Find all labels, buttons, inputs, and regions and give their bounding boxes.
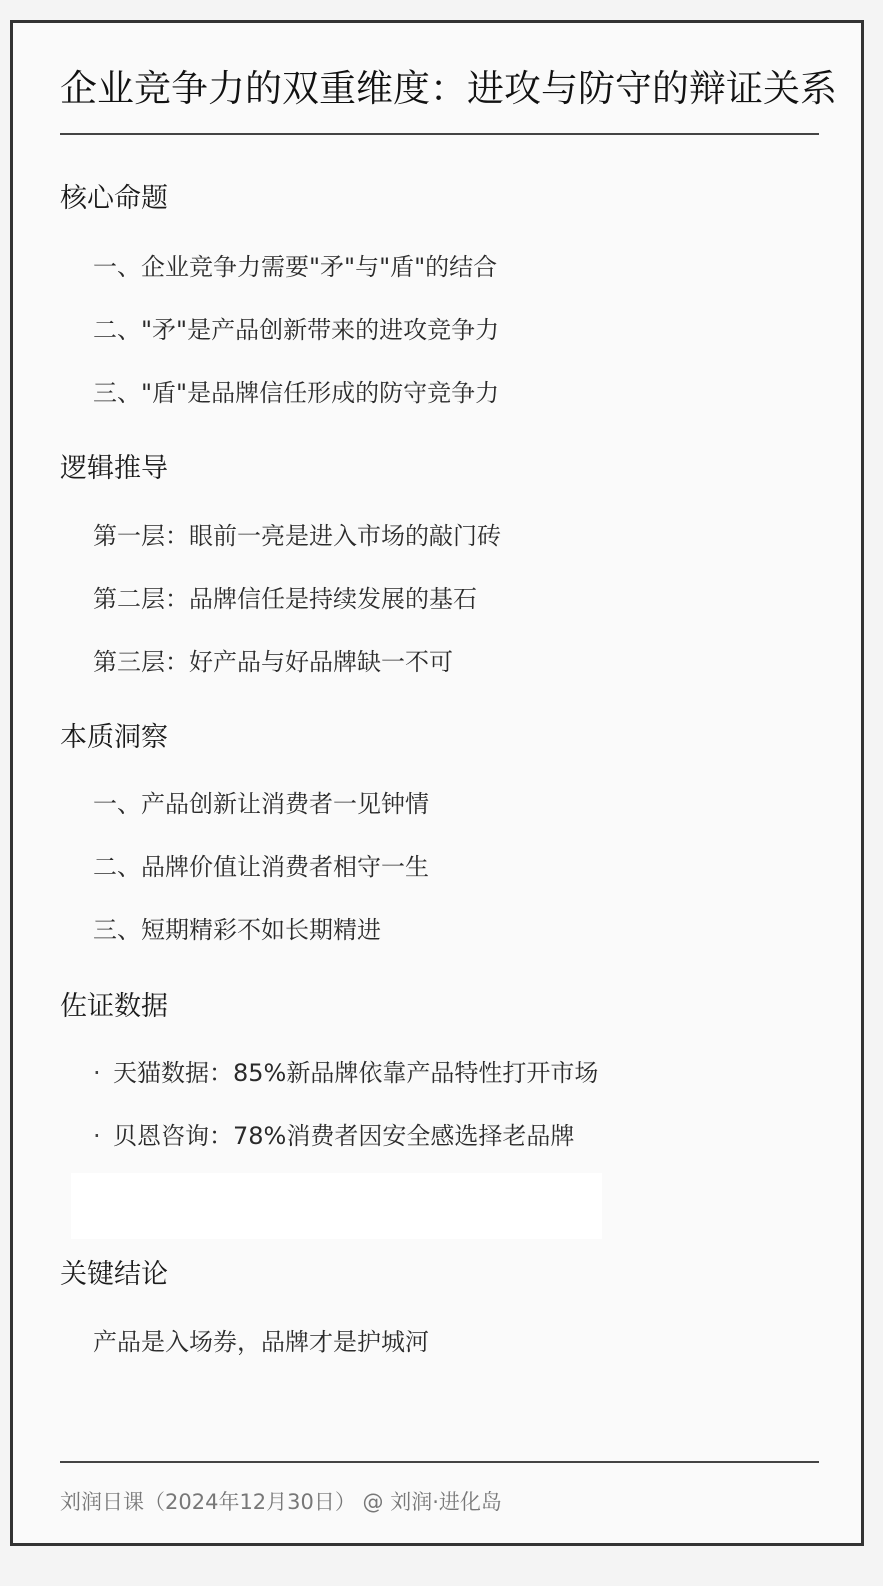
list-item: 三、短期精彩不如长期精进: [93, 916, 381, 944]
list-item: 产品是入场券，品牌才是护城河: [93, 1328, 429, 1356]
footer-divider: [60, 1461, 819, 1463]
list-item: [93, 1056, 598, 1090]
list-item: 二、品牌价值让消费者相守一生: [93, 853, 429, 881]
list-item: [93, 1119, 574, 1153]
list-item: 二、"矛"是产品创新带来的进攻竞争力: [93, 316, 500, 344]
list-item: 第二层：品牌信任是持续发展的基石: [93, 585, 477, 613]
section-heading-evidence: 佐证数据: [60, 991, 168, 1022]
list-item: 三、"盾"是品牌信任形成的防守竞争力: [93, 379, 500, 407]
section-heading-core-proposition: 核心命题: [60, 183, 168, 214]
bullet-dot: ·: [93, 1122, 101, 1150]
list-item: 第三层：好产品与好品牌缺一不可: [93, 648, 453, 676]
section-heading-insight: 本质洞察: [60, 722, 168, 753]
list-item: 一、企业竞争力需要"矛"与"盾"的结合: [93, 253, 498, 281]
list-item-text: 天猫数据：85%新品牌依靠产品特性打开市场: [113, 1059, 599, 1087]
section-heading-logic: 逻辑推导: [60, 453, 168, 484]
footer-credit: 刘润日课（2024年12月30日） @ 刘润·进化岛: [60, 1490, 502, 1514]
title-divider: [60, 133, 819, 135]
page-title: 企业竞争力的双重维度：进攻与防守的辩证关系: [60, 67, 837, 110]
section-heading-conclusion: 关键结论: [60, 1259, 168, 1290]
bullet-dot: ·: [93, 1059, 101, 1087]
list-item-text: 贝恩咨询：78%消费者因安全感选择老品牌: [113, 1122, 575, 1150]
blank-band: [71, 1173, 602, 1239]
article-card: [10, 20, 864, 1546]
list-item: 第一层：眼前一亮是进入市场的敲门砖: [93, 522, 501, 550]
list-item: 一、产品创新让消费者一见钟情: [93, 790, 429, 818]
